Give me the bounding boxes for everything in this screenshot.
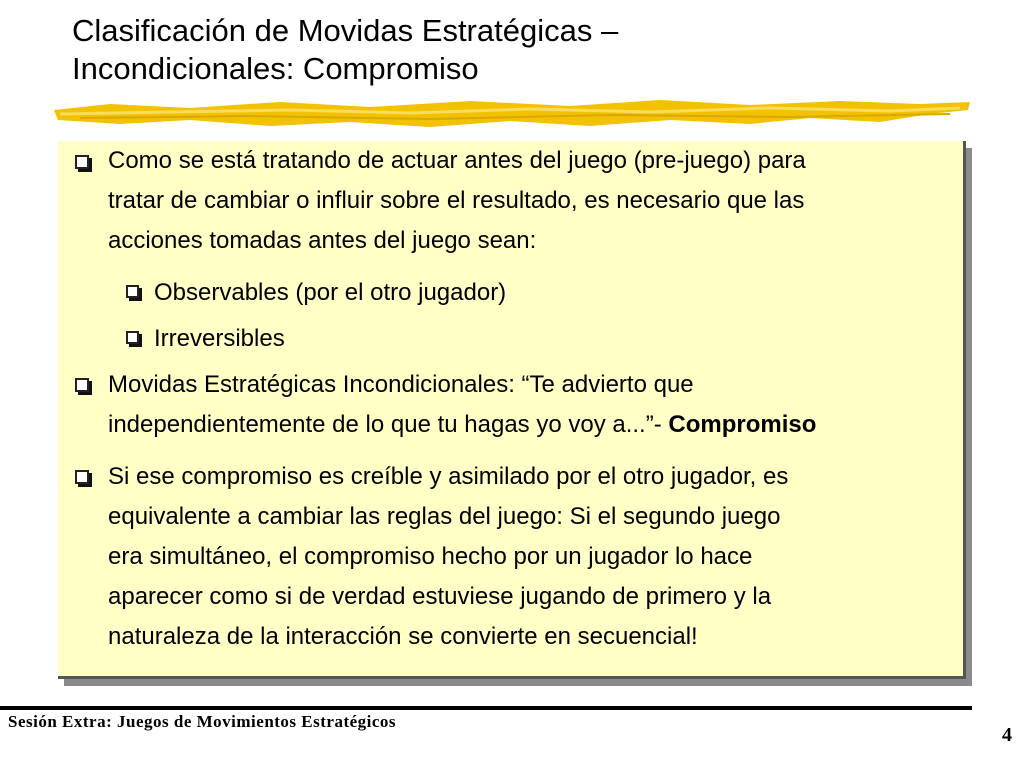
bullet-1-line-2: tratar de cambiar o influir sobre el resultado, es necesario que las [108,187,805,214]
footer-session-title: Sesión Extra: Juegos de Movimientos Estratégicos [8,712,397,731]
bullet-3-line-1: Si ese compromiso es creíble y asimilado por el otro jugador, es [108,463,789,490]
bullet-3-line-5: naturaleza de la interacción se convierte en secuencial! [108,623,698,650]
checkbox-sub-bullet-icon [126,331,139,344]
checkbox-bullet-icon [75,155,89,169]
bullet-1-line-3: acciones tomadas antes del juego sean: [108,227,537,254]
bullet-2 [108,365,816,445]
bullet-3 [108,457,788,657]
bullet-3-line-2: equivalente a cambiar las reglas del juego: Si el segundo juego [108,503,781,530]
brush-stroke-divider [50,96,974,132]
checkbox-bullet-icon [75,470,89,484]
slide-title-line-2: Incondicionales: Compromiso [72,51,479,86]
bullet-2-line-2-text: independientemente de lo que tu hagas yo voy a...”- [108,411,669,438]
bullet-2-line-2 [108,405,816,445]
bullet-2-line-1: Movidas Estratégicas Incondicionales: “Te advierto que [108,371,694,398]
compromiso-emphasis: Compromiso [668,411,817,438]
checkbox-sub-bullet-icon [126,285,139,298]
content-box [58,141,966,679]
bullet-1 [108,141,806,261]
sub-bullet-1-text: Observables (por el otro jugador) [154,279,507,306]
checkbox-bullet-icon [75,378,89,392]
footer-divider [0,706,972,710]
sub-bullet-2 [154,319,285,359]
sub-bullet-2-text: Irreversibles [154,325,285,352]
page-number: 4 [1002,724,1012,746]
slide-title [72,12,972,88]
bullet-3-line-3: era simultáneo, el compromiso hecho por un jugador lo hace [108,543,753,570]
bullet-3-line-4: aparecer como si de verdad estuviese jugando de primero y la [108,583,772,610]
slide-title-line-1: Clasificación de Movidas Estratégicas – [72,13,619,48]
sub-bullet-1 [154,273,506,313]
bullet-1-line-1: Como se está tratando de actuar antes del juego (pre-juego) para [108,147,806,174]
